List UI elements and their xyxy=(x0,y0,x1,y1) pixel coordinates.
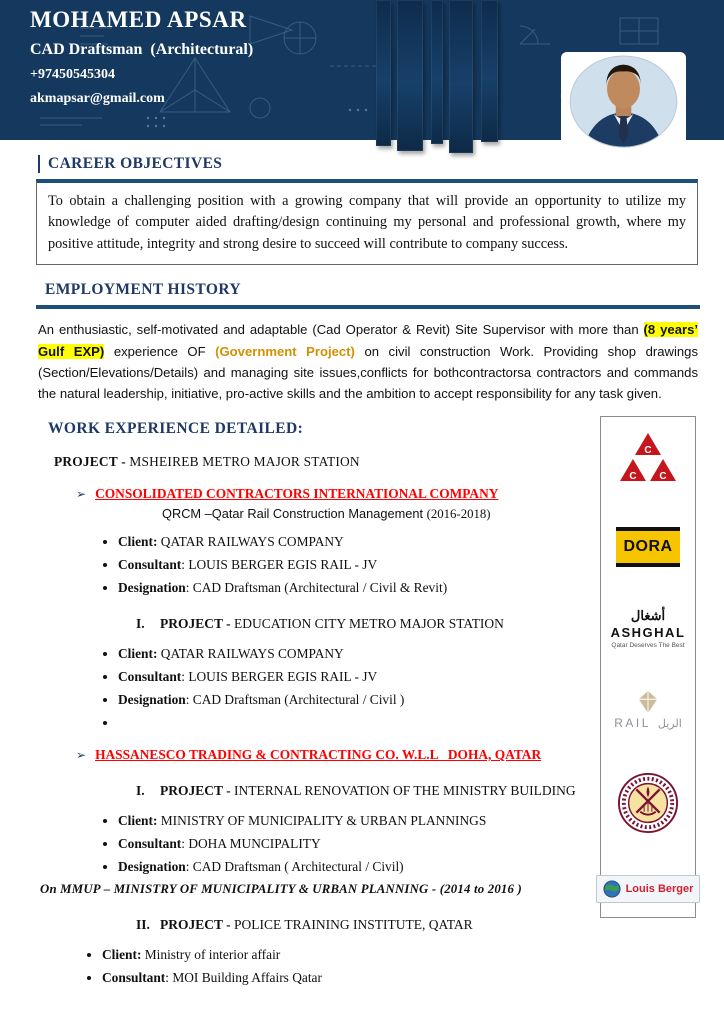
rail-wordmark: RAIL xyxy=(614,716,651,731)
arrow-bullet-icon: ➢ xyxy=(76,487,87,502)
detail-empty xyxy=(118,715,590,731)
detail-client xyxy=(118,534,590,550)
project-label: PROJECT - xyxy=(160,917,235,933)
dora-wordmark: DORA xyxy=(623,537,673,555)
employment-text-2: experience OF xyxy=(104,343,216,359)
detail-value: : LOUIS BERGER EGIS RAIL - JV xyxy=(181,669,378,685)
project-numeral: I. xyxy=(136,783,145,799)
detail-designation xyxy=(118,580,590,596)
detail-value: : CAD Draftsman (Architectural / Civil & Revit) xyxy=(185,580,448,596)
detail-consultant xyxy=(118,836,590,852)
highlight-gulf-exp: (8 years’ Gulf EXP) xyxy=(38,322,698,359)
company-hassanesco-line xyxy=(76,747,590,763)
detail-designation xyxy=(118,859,590,875)
profile-photo xyxy=(563,54,684,150)
email-address[interactable]: akmapsar@gmail.com xyxy=(30,91,165,106)
detail-value: : CAD Draftsman (Architectural / Civil ) xyxy=(185,692,405,708)
detail-label: Client: xyxy=(118,813,158,829)
detail-value: : MOI Building Affairs Qatar xyxy=(165,970,322,986)
project-label: PROJECT - xyxy=(160,616,231,632)
rail-arabic-wordmark: الريل xyxy=(657,718,682,731)
detail-designation xyxy=(118,692,590,708)
louis-berger-logo xyxy=(596,875,701,903)
globe-icon xyxy=(603,880,621,898)
project-details-list xyxy=(40,947,590,986)
company-logos-sidebar xyxy=(600,416,696,918)
qatar-rail-diamond-icon xyxy=(637,690,659,714)
employment-history-heading: EMPLOYMENT HISTORY xyxy=(45,281,241,299)
main-content-row xyxy=(0,416,724,993)
qrcm-years: (2016-2018) xyxy=(426,507,491,522)
qatar-emblem-logo xyxy=(617,772,679,834)
detail-value: : DOHA MUNCIPALITY xyxy=(181,836,321,852)
company-ccc-subtitle xyxy=(162,506,590,522)
detail-label: Client: xyxy=(102,947,142,963)
project-numeral: I. xyxy=(136,616,145,632)
company-hassanesco-name: HASSANESCO TRADING & CONTRACTING CO. W.L.L DOHA, QATAR xyxy=(95,747,542,763)
project-details-list xyxy=(40,646,590,731)
detail-label: Designation xyxy=(118,580,186,596)
detail-label: Consultant xyxy=(118,836,182,852)
detail-value: : LOUIS BERGER EGIS RAIL - JV xyxy=(181,557,378,573)
project-details-list xyxy=(40,534,590,596)
work-experience-column xyxy=(0,416,600,993)
ccc-logo xyxy=(616,431,680,485)
detail-label: Client: xyxy=(118,534,158,550)
employment-text-1: An enthusiastic, self-motivated and adaptable (Cad Operator & Revit) Site Supervisor with more than xyxy=(38,322,644,338)
dora-logo xyxy=(616,527,680,567)
detail-label: Client: xyxy=(118,646,158,662)
profile-photo-frame xyxy=(561,52,686,152)
ccc-letter: C xyxy=(659,471,667,483)
detail-value: QATAR RAILWAYS COMPANY xyxy=(157,646,344,662)
project-label: PROJECT - xyxy=(160,783,235,799)
project-name: INTERNAL RENOVATION OF THE MINISTRY BUILDING xyxy=(234,783,576,799)
project-numeral: II. xyxy=(136,917,150,933)
employment-text-3: on civil construction Work. Providing shop drawings (Section/Elevations/Details) and managing site issues,conflicts for bothcontractorsa contractors and commands the natural leadership, initiative, pro-active skills and the ambition to accept responsibility for any task given. xyxy=(38,343,698,401)
candidate-job-title: CAD Draftsman (Architectural) xyxy=(30,41,254,58)
project-name: EDUCATION CITY METRO MAJOR STATION xyxy=(230,616,504,632)
ccc-letter: C xyxy=(644,445,652,457)
ashghal-arabic-wordmark: أشغال xyxy=(630,607,666,623)
highlight-government-project: (Government Project) xyxy=(215,343,355,359)
louis-berger-wordmark: Louis Berger xyxy=(625,883,694,896)
detail-label: Consultant xyxy=(102,970,166,986)
project-msheireb xyxy=(54,454,590,470)
detail-client xyxy=(102,947,590,963)
detail-label: Consultant xyxy=(118,669,182,685)
ashghal-logo xyxy=(611,608,686,649)
employment-history-body xyxy=(38,319,698,404)
ashghal-tagline: Qatar Deserves The Best xyxy=(611,641,685,649)
detail-label: Designation xyxy=(118,692,186,708)
project-label: PROJECT - xyxy=(54,454,126,470)
project-details-list xyxy=(40,813,590,875)
detail-value: Ministry of interior affair xyxy=(141,947,281,963)
detail-client xyxy=(118,646,590,662)
project-ministry-renovation xyxy=(136,783,590,799)
career-objectives-body: To obtain a challenging position with a growing company that will provide an opportunity to utilize my knowledge of computer aided drafting/design continuing my personal and professional growth, where my positive attitude, integrity and strong desire to succeed will contribute to company success. xyxy=(36,179,698,265)
detail-consultant xyxy=(118,557,590,573)
detail-consultant xyxy=(102,970,590,986)
qatar-rail-logo xyxy=(614,690,682,730)
qrcm-text: QRCM –Qatar Rail Construction Management xyxy=(162,506,427,522)
ashghal-wordmark: ASHGHAL xyxy=(610,624,686,640)
ccc-letter: C xyxy=(629,471,637,483)
mmup-period-note: On MMUP – MINISTRY OF MUNICIPALITY & URBAN PLANNING - (2014 to 2016 ) xyxy=(40,882,522,897)
project-name: MSHEIREB METRO MAJOR STATION xyxy=(125,454,360,470)
detail-label: Consultant xyxy=(118,557,182,573)
project-name: POLICE TRAINING INSTITUTE, QATAR xyxy=(234,917,473,933)
work-experience-heading: WORK EXPERIENCE DETAILED: xyxy=(48,420,304,438)
detail-value: : CAD Draftsman ( Architectural / Civil) xyxy=(185,859,404,875)
section-divider xyxy=(36,305,700,309)
detail-label: Designation xyxy=(118,859,186,875)
arrow-bullet-icon: ➢ xyxy=(76,748,87,763)
candidate-name: MOHAMED APSAR xyxy=(30,7,247,32)
phone-number: +97450545304 xyxy=(30,67,115,82)
career-objectives-heading: CAREER OBJECTIVES xyxy=(38,155,724,173)
detail-consultant xyxy=(118,669,590,685)
project-education-city xyxy=(136,616,590,632)
detail-client xyxy=(118,813,590,829)
company-ccc-line xyxy=(76,486,590,502)
detail-value: QATAR RAILWAYS COMPANY xyxy=(157,534,344,550)
project-police-institute xyxy=(136,917,590,933)
company-ccc-name: CONSOLIDATED CONTRACTORS INTERNATIONAL COMPANY xyxy=(95,486,499,502)
detail-value: MINISTRY OF MUNICIPALITY & URBAN PLANNINGS xyxy=(157,813,487,829)
